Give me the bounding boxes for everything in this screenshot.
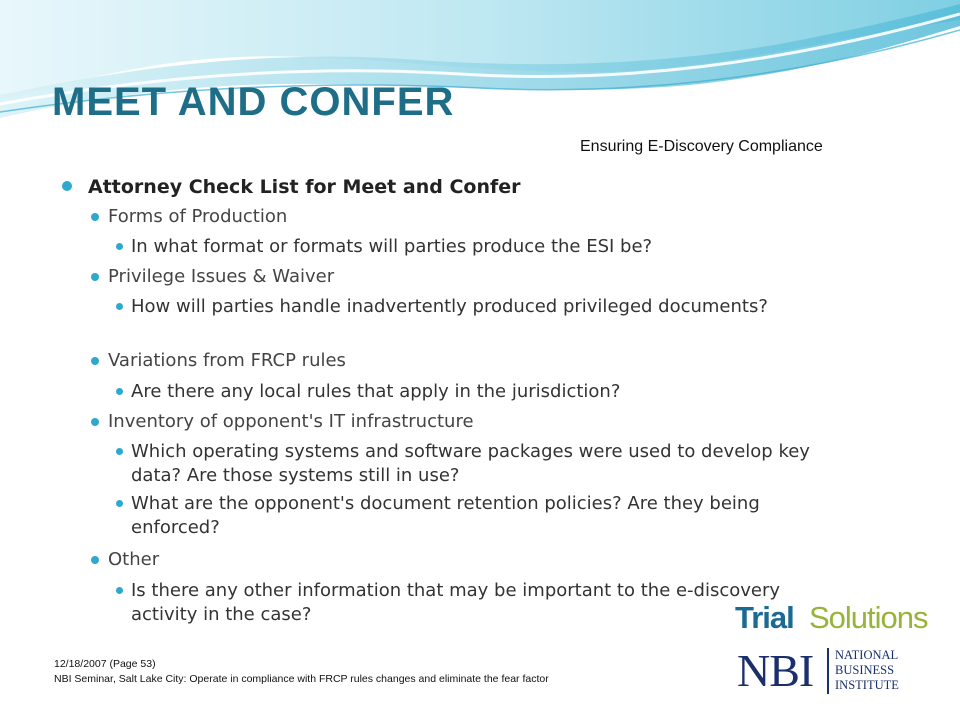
bullet-icon: [91, 273, 99, 281]
bullet-icon: [62, 181, 72, 191]
list-item: Other: [108, 549, 160, 570]
bullet-icon: [116, 303, 123, 310]
bullet-icon: [116, 388, 123, 395]
checklist-heading: Attorney Check List for Meet and Confer: [88, 176, 521, 198]
list-item: Privilege Issues & Waiver: [108, 266, 335, 287]
bullet-icon: [116, 587, 123, 594]
trialsolutions-logo-trial: Trial: [735, 600, 794, 635]
list-item: Variations from FRCP rules: [108, 350, 346, 371]
footer-date: 12/18/2007 (Page 53): [54, 658, 156, 670]
list-subitem: Is there any other information that may be important to the e-discovery activity in the case?: [131, 580, 781, 625]
nbi-name-line: NATIONAL: [835, 648, 899, 662]
bullet-icon: [91, 418, 99, 426]
list-subitem: In what format or formats will parties produce the ESI be?: [131, 236, 653, 257]
nbi-logo-name: [835, 648, 899, 693]
nbi-name-line: INSTITUTE: [835, 678, 899, 692]
footer-seminar: NBI Seminar, Salt Lake City: Operate in compliance with FRCP rules changes and eliminate the fear factor: [54, 673, 549, 685]
bullet-icon: [116, 448, 123, 455]
bullet-icon: [91, 357, 99, 365]
list-subitem: What are the opponent's document retention policies? Are they being enforced?: [131, 493, 760, 538]
nbi-name-line: BUSINESS: [835, 663, 895, 677]
bullet-icon: [116, 243, 123, 250]
nbi-logo-divider: [827, 648, 829, 694]
slide-footer: [54, 657, 549, 687]
slide-subtitle: Ensuring E-Discovery Compliance: [580, 138, 823, 155]
list-item: Inventory of opponent's IT infrastructure: [108, 411, 474, 432]
slide-title: MEET AND CONFER: [52, 80, 455, 124]
list-subitem: Are there any local rules that apply in the jurisdiction?: [131, 381, 621, 402]
list-item: Forms of Production: [108, 206, 288, 227]
sponsor-logos: [735, 600, 935, 705]
bullet-icon: [91, 213, 99, 221]
list-subitem: Which operating systems and software packages were used to develop key data? Are those systems still in use?: [131, 441, 810, 486]
list-subitem: How will parties handle inadvertently produced privileged documents?: [131, 296, 768, 317]
trialsolutions-logo-solutions: Solutions: [809, 600, 928, 635]
nbi-logo: NBI: [737, 645, 814, 696]
bullet-icon: [91, 556, 99, 564]
bullet-icon: [116, 500, 123, 507]
